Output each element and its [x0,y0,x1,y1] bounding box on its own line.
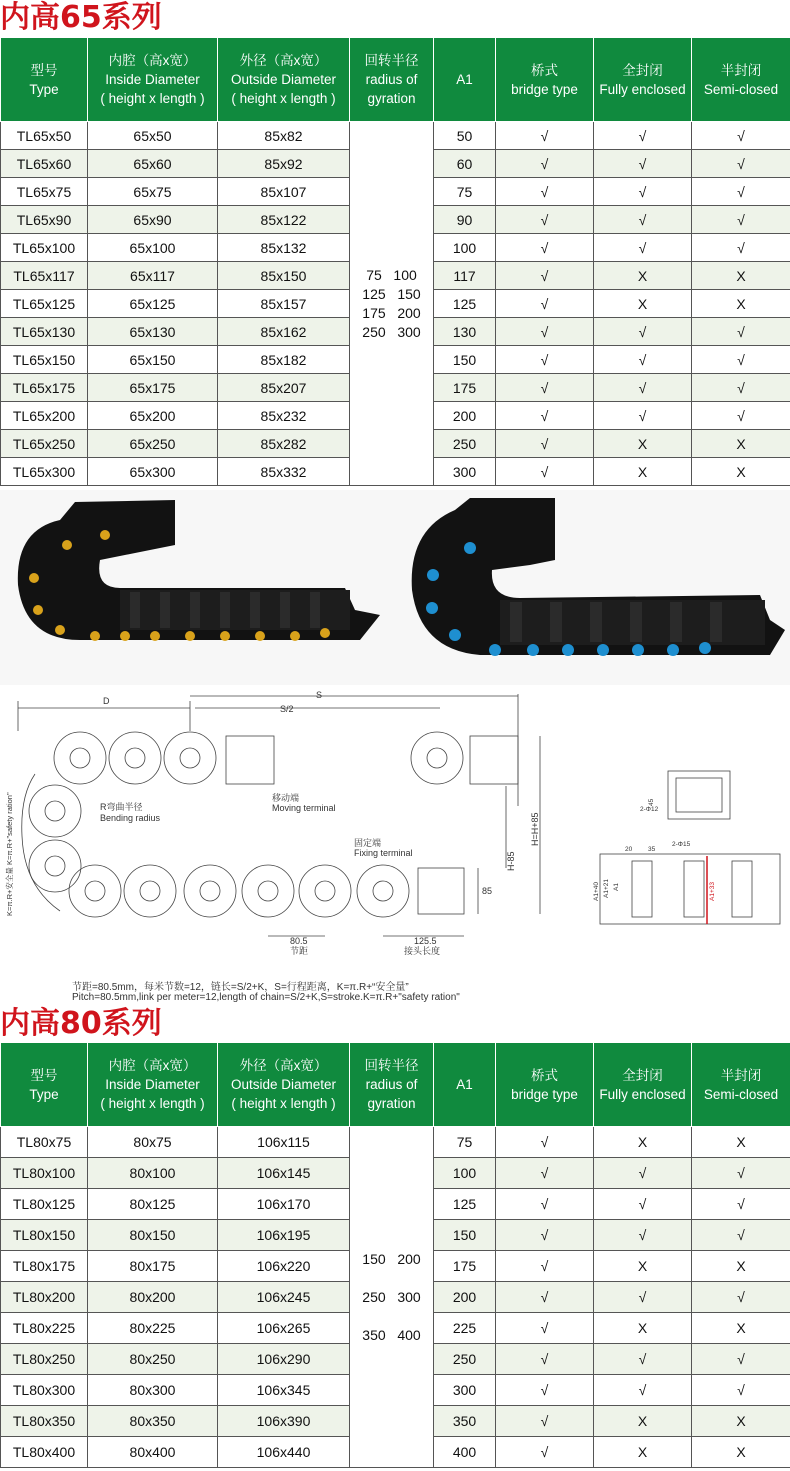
cell-a1: 90 [434,206,496,234]
joint-length-value: 125.5 [414,936,437,946]
cell-outside: 85x332 [218,458,350,486]
cell-bridge: √ [496,1220,594,1251]
cell-outside: 85x92 [218,150,350,178]
cell-fully: √ [594,1220,692,1251]
cell-type: TL65x175 [1,374,88,402]
header-radius: 回转半径 radius of gyration [350,38,434,122]
table-header-row [1,38,790,122]
cell-outside: 85x122 [218,206,350,234]
header-inside-diameter: 内腔（高x宽） Inside Diameter ( height x length ) [88,1043,218,1127]
cell-bridge: √ [496,262,594,290]
cell-a1: 200 [434,402,496,430]
radius-values-cell [350,122,434,486]
pitch-label: 节距 [290,946,309,956]
cell-inside: 65x100 [88,234,218,262]
header-radius: 回转半径 radius of gyration [350,1043,434,1127]
cell-inside: 80x400 [88,1437,218,1468]
cell-type: TL65x130 [1,318,88,346]
dim-h-plus-85-label: H=H+85 [530,812,540,846]
cell-semi: √ [692,1375,790,1406]
cell-fully: √ [594,1375,692,1406]
cell-outside: 106x195 [218,1220,350,1251]
radius-value [350,1307,433,1326]
cell-semi: √ [692,1158,790,1189]
dim-s-label: S [316,690,323,700]
moving-terminal-cn: 移动端 [272,793,300,803]
cell-outside: 106x245 [218,1282,350,1313]
cell-a1: 300 [434,1375,496,1406]
table-header-row [1,1043,790,1127]
cell-bridge: √ [496,1344,594,1375]
header-outside-diameter: 外径（高x宽） Outside Diameter ( height x length ) [218,38,350,122]
cell-fully: √ [594,178,692,206]
cell-inside: 65x150 [88,346,218,374]
cell-inside: 80x75 [88,1127,218,1158]
header-bridge-type: 桥式 bridge type [496,38,594,122]
cell-outside: 106x220 [218,1251,350,1282]
cell-outside: 85x182 [218,346,350,374]
cell-inside: 65x200 [88,402,218,430]
side-formula-label: K=π.R+安全量 K=π.R+"safety ration" [5,792,14,916]
cell-bridge: √ [496,178,594,206]
dim-2-phi-12: 2-Φ12 [640,806,659,813]
cell-a1: 75 [434,1127,496,1158]
cell-fully: √ [594,122,692,150]
dim-a1-21: A1+21 [603,879,610,898]
cell-inside: 65x50 [88,122,218,150]
header-outside-diameter: 外径（高x宽） Outside Diameter ( height x length ) [218,1043,350,1127]
dim-35: 35 [648,846,656,853]
cell-bridge: √ [496,346,594,374]
moving-terminal-en: Moving terminal [272,803,336,813]
cell-a1: 300 [434,458,496,486]
cell-outside: 106x145 [218,1158,350,1189]
dim-a1: A1 [613,883,620,891]
cell-inside: 65x75 [88,178,218,206]
cell-fully: X [594,1313,692,1344]
cell-inside: 80x100 [88,1158,218,1189]
cell-type: TL65x60 [1,150,88,178]
cell-a1: 100 [434,234,496,262]
cell-type: TL80x175 [1,1251,88,1282]
series-80-title: 内高80系列 [0,1006,162,1041]
cell-semi: √ [692,346,790,374]
cell-bridge: √ [496,150,594,178]
cell-semi: X [692,430,790,458]
cell-semi: √ [692,374,790,402]
cell-inside: 80x225 [88,1313,218,1344]
cell-fully: √ [594,1158,692,1189]
fixing-terminal-cn: 固定端 [354,838,382,848]
header-semi-closed: 半封闭 Semi-closed [692,38,790,122]
cell-semi: √ [692,234,790,262]
pitch-value: 80.5 [290,936,308,946]
cell-fully: X [594,290,692,318]
cell-fully: √ [594,1189,692,1220]
cell-outside: 85x82 [218,122,350,150]
cell-semi: X [692,1127,790,1158]
cell-type: TL65x100 [1,234,88,262]
header-bridge-type: 桥式 bridge type [496,1043,594,1127]
cell-type: TL80x100 [1,1158,88,1189]
dim-d-label: D [103,696,110,706]
cable-chain-blue-image [412,498,785,656]
cell-bridge: √ [496,318,594,346]
dim-s2-label: S/2 [280,704,294,714]
header-semi-closed: 半封闭 Semi-closed [692,1043,790,1127]
cell-type: TL65x200 [1,402,88,430]
cell-semi: √ [692,206,790,234]
cell-bridge: √ [496,458,594,486]
cell-a1: 150 [434,346,496,374]
cell-inside: 80x350 [88,1406,218,1437]
header-type: 型号 Type [1,1043,88,1127]
cell-fully: X [594,1406,692,1437]
cell-semi: √ [692,402,790,430]
cell-bridge: √ [496,374,594,402]
cell-outside: 106x390 [218,1406,350,1437]
cell-inside: 65x90 [88,206,218,234]
header-type: 型号 Type [1,38,88,122]
header-a1: A1 [434,38,496,122]
header-fully-enclosed: 全封闭 Fully enclosed [594,38,692,122]
cell-bridge: √ [496,1251,594,1282]
cell-fully: √ [594,374,692,402]
cell-type: TL65x250 [1,430,88,458]
cell-inside: 80x150 [88,1220,218,1251]
bending-radius-en: Bending radius [100,813,161,823]
cell-outside: 85x207 [218,374,350,402]
cell-inside: 65x250 [88,430,218,458]
cell-fully: X [594,1127,692,1158]
cell-type: TL65x300 [1,458,88,486]
cell-bridge: √ [496,290,594,318]
cell-inside: 65x60 [88,150,218,178]
cell-a1: 225 [434,1313,496,1344]
dim-2-phi-15: 2-Φ15 [672,841,691,848]
cell-inside: 65x300 [88,458,218,486]
series-80-table [0,1042,790,1468]
cell-type: TL65x75 [1,178,88,206]
cell-fully: X [594,262,692,290]
cell-outside: 85x150 [218,262,350,290]
cell-outside: 106x170 [218,1189,350,1220]
radius-value: 175 200 [362,304,421,321]
dim-a1-33: A1+33 [709,882,716,901]
cell-semi: X [692,1313,790,1344]
cell-a1: 250 [434,430,496,458]
bending-radius-drawing [0,686,790,986]
technical-diagram [0,686,790,1016]
cell-type: TL80x350 [1,1406,88,1437]
radius-value: 150 200 [362,1250,421,1267]
cell-semi: √ [692,122,790,150]
cell-semi: √ [692,1220,790,1251]
cell-type: TL65x150 [1,346,88,374]
cell-inside: 65x117 [88,262,218,290]
cell-a1: 117 [434,262,496,290]
cell-a1: 175 [434,1251,496,1282]
pitch-note-cn: 节距=80.5mm，每米节数=12，链长=S/2+K，S=行程距离，K=π.R+“安全量” [72,982,409,993]
dim-85-label: 85 [482,886,493,896]
cell-type: TL65x90 [1,206,88,234]
cell-outside: 85x282 [218,430,350,458]
cell-bridge: √ [496,1375,594,1406]
radius-value [350,1269,433,1288]
cell-semi: √ [692,1344,790,1375]
cell-type: TL80x75 [1,1127,88,1158]
cell-inside: 80x250 [88,1344,218,1375]
cell-semi: X [692,290,790,318]
series-65-table [0,37,790,486]
cable-chain-illustration [0,490,790,685]
product-photos [0,490,790,685]
radius-values-cell [350,1127,434,1468]
radius-value: 125 150 [362,285,421,302]
cell-type: TL80x250 [1,1344,88,1375]
cell-fully: √ [594,402,692,430]
cell-inside: 80x125 [88,1189,218,1220]
cell-bridge: √ [496,1189,594,1220]
cell-a1: 150 [434,1220,496,1251]
cell-inside: 80x300 [88,1375,218,1406]
cell-outside: 85x157 [218,290,350,318]
cell-a1: 75 [434,178,496,206]
cell-inside: 80x175 [88,1251,218,1282]
cell-type: TL65x117 [1,262,88,290]
cell-fully: X [594,1437,692,1468]
cell-type: TL80x125 [1,1189,88,1220]
bending-radius-cn: R弯曲半径 [100,802,143,812]
cell-fully: X [594,430,692,458]
cell-a1: 400 [434,1437,496,1468]
cell-bridge: √ [496,234,594,262]
radius-value: 250 300 [362,1288,421,1305]
cell-a1: 130 [434,318,496,346]
cell-bridge: √ [496,122,594,150]
cell-outside: 106x345 [218,1375,350,1406]
cell-bridge: √ [496,1158,594,1189]
cell-type: TL80x200 [1,1282,88,1313]
cell-fully: X [594,458,692,486]
cell-type: TL80x400 [1,1437,88,1468]
cell-semi: X [692,1406,790,1437]
cell-type: TL80x225 [1,1313,88,1344]
cell-fully: √ [594,1282,692,1313]
cell-fully: √ [594,234,692,262]
radius-value: 250 300 [362,323,421,340]
cell-semi: X [692,1251,790,1282]
fixing-terminal-en: Fixing terminal [354,848,413,858]
cell-semi: X [692,1437,790,1468]
cell-a1: 50 [434,122,496,150]
dim-45: 45 [648,798,655,806]
cell-bridge: √ [496,1437,594,1468]
pitch-note-en: Pitch=80.5mm,link per meter=12,length of chain=S/2+K,S=stroke.K=π.R+"safety ration" [72,992,460,1003]
table-row [1,122,790,150]
cell-bridge: √ [496,1127,594,1158]
cell-a1: 250 [434,1344,496,1375]
cell-type: TL65x125 [1,290,88,318]
cell-inside: 80x200 [88,1282,218,1313]
cell-type: TL80x150 [1,1220,88,1251]
cell-semi: X [692,262,790,290]
cell-inside: 65x175 [88,374,218,402]
radius-value: 75 100 [366,266,417,283]
cell-bridge: √ [496,402,594,430]
cell-a1: 125 [434,1189,496,1220]
cell-fully: √ [594,318,692,346]
series-65-title: 内高65系列 [0,0,162,35]
cell-semi: √ [692,1189,790,1220]
cell-semi: √ [692,318,790,346]
cell-a1: 350 [434,1406,496,1437]
cell-outside: 85x132 [218,234,350,262]
cell-fully: √ [594,150,692,178]
header-inside-diameter: 内腔（高x宽） Inside Diameter ( height x length ) [88,38,218,122]
cell-bridge: √ [496,430,594,458]
cell-outside: 85x162 [218,318,350,346]
header-fully-enclosed: 全封闭 Fully enclosed [594,1043,692,1127]
header-a1: A1 [434,1043,496,1127]
dim-20: 20 [625,846,633,853]
table-row [1,1127,790,1158]
cell-type: TL65x50 [1,122,88,150]
cell-bridge: √ [496,1313,594,1344]
cell-outside: 85x107 [218,178,350,206]
cell-inside: 65x130 [88,318,218,346]
cell-a1: 175 [434,374,496,402]
cell-a1: 200 [434,1282,496,1313]
cell-fully: √ [594,346,692,374]
dim-a1-40: A1+40 [593,882,600,901]
cell-inside: 65x125 [88,290,218,318]
cell-outside: 106x265 [218,1313,350,1344]
cell-outside: 106x290 [218,1344,350,1375]
cell-semi: √ [692,1282,790,1313]
cell-bridge: √ [496,1282,594,1313]
cell-outside: 106x115 [218,1127,350,1158]
dim-h-85-label: H-85 [506,851,516,871]
cell-semi: √ [692,150,790,178]
cell-a1: 60 [434,150,496,178]
joint-length-label: 接头长度 [404,946,441,956]
cell-fully: √ [594,206,692,234]
cell-type: TL80x300 [1,1375,88,1406]
cell-a1: 100 [434,1158,496,1189]
cell-semi: √ [692,178,790,206]
cell-a1: 125 [434,290,496,318]
cell-bridge: √ [496,1406,594,1437]
cell-outside: 106x440 [218,1437,350,1468]
cell-outside: 85x232 [218,402,350,430]
cell-bridge: √ [496,206,594,234]
cable-chain-yellow-image [18,500,380,641]
cell-fully: √ [594,1344,692,1375]
cell-semi: X [692,458,790,486]
cell-fully: X [594,1251,692,1282]
radius-value: 350 400 [362,1326,421,1343]
